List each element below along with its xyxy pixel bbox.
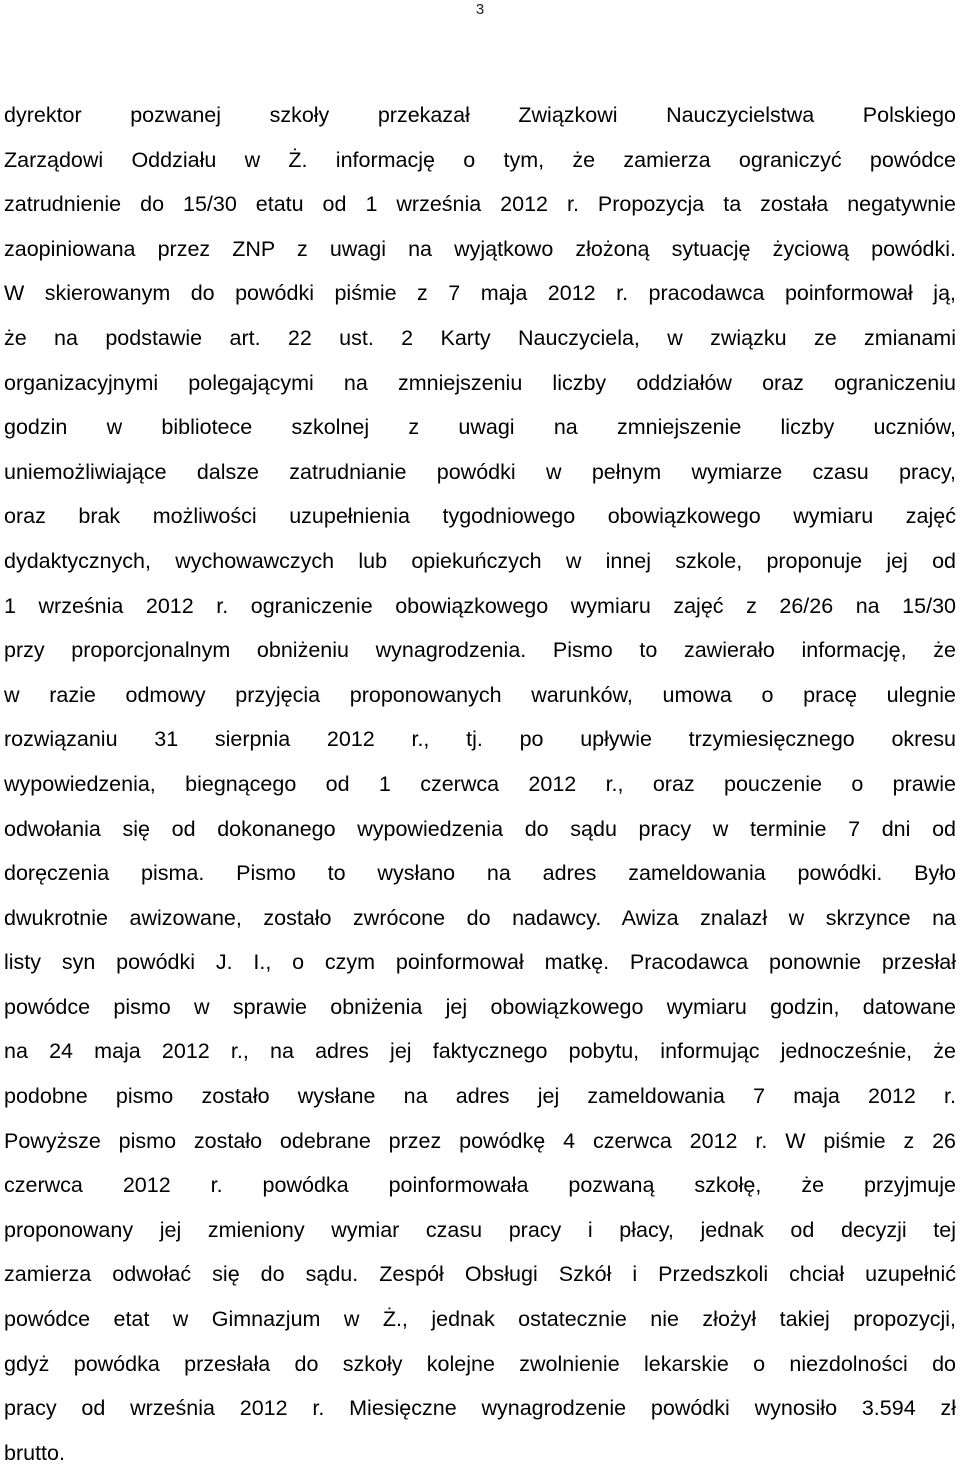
text-line: brutto. xyxy=(4,1440,65,1465)
text-line: oraz brak możliwości uzupełnienia tygodniowego obowiązkowego wymiaru zajęć xyxy=(4,504,956,529)
text-line: zaopiniowana przez ZNP z uwagi na wyjątkowo złożoną sytuację życiową powódki. xyxy=(4,236,956,261)
text-line: organizacyjnymi polegającymi na zmniejszeniu liczby oddziałów oraz ograniczeniu xyxy=(4,370,956,395)
text-line: listy syn powódki J. I., o czym poinformował matkę. Pracodawca ponownie przesłał xyxy=(4,950,956,975)
text-line: podobne pismo zostało wysłane na adres jej zameldowania 7 maja 2012 r. xyxy=(4,1084,956,1109)
text-line: 1 września 2012 r. ograniczenie obowiązkowego wymiaru zajęć z 26/26 na 15/30 xyxy=(4,593,956,618)
text-line: Powyższe pismo zostało odebrane przez powódkę 4 czerwca 2012 r. W piśmie z 26 xyxy=(4,1128,956,1153)
text-line: proponowany jej zmieniony wymiar czasu pracy i płacy, jednak od decyzji tej xyxy=(4,1217,956,1242)
text-line: doręczenia pisma. Pismo to wysłano na adres zameldowania powódki. Było xyxy=(4,861,956,886)
text-line: uniemożliwiające dalsze zatrudnianie powódki w pełnym wymiarze czasu pracy, xyxy=(4,459,956,484)
text-line: W skierowanym do powódki piśmie z 7 maja 2012 r. pracodawca poinformował ją, xyxy=(4,281,956,306)
text-line: na 24 maja 2012 r., na adres jej faktycznego pobytu, informując jednocześnie, że xyxy=(4,1039,956,1064)
text-line: przy proporcjonalnym obniżeniu wynagrodzenia. Pismo to zawierało informację, że xyxy=(4,638,956,663)
text-line: odwołania się od dokonanego wypowiedzenia do sądu pracy w terminie 7 dni od xyxy=(4,816,956,841)
text-line: wypowiedzenia, biegnącego od 1 czerwca 2012 r., oraz pouczenie o prawie xyxy=(4,771,956,796)
text-line: dyrektor pozwanej szkoły przekazał Związkowi Nauczycielstwa Polskiego xyxy=(4,103,956,127)
text-line: godzin w bibliotece szkolnej z uwagi na zmniejszenie liczby uczniów, xyxy=(4,415,956,440)
document-body xyxy=(4,93,956,1475)
text-line: rozwiązaniu 31 sierpnia 2012 r., tj. po upływie trzymiesięcznego okresu xyxy=(4,727,956,752)
text-line: że na podstawie art. 22 ust. 2 Karty Nauczyciela, w związku ze zmianami xyxy=(4,325,956,350)
text-line: Zarządowi Oddziału w Ż. informację o tym, że zamierza ograniczyć powódce xyxy=(4,147,956,172)
text-line: dydaktycznych, wychowawczych lub opiekuńczych w innej szkole, proponuje jej od xyxy=(4,548,956,573)
text-line: gdyż powódka przesłała do szkoły kolejne zwolnienie lekarskie o niezdolności do xyxy=(4,1351,956,1376)
text-line: dwukrotnie awizowane, zostało zwrócone do nadawcy. Awiza znalazł w skrzynce na xyxy=(4,905,956,930)
text-line: w razie odmowy przyjęcia proponowanych warunków, umowa o pracę ulegnie xyxy=(4,682,956,707)
text-line: zamierza odwołać się do sądu. Zespół Obsługi Szkół i Przedszkoli chciał uzupełnić xyxy=(4,1262,956,1287)
text-line: zatrudnienie do 15/30 etatu od 1 września 2012 r. Propozycja ta została negatywnie xyxy=(4,192,956,217)
text-line: powódce pismo w sprawie obniżenia jej obowiązkowego wymiaru godzin, datowane xyxy=(4,994,956,1019)
text-line: powódce etat w Gimnazjum w Ż., jednak ostatecznie nie złożył takiej propozycji, xyxy=(4,1307,956,1332)
text-line: pracy od września 2012 r. Miesięczne wynagrodzenie powódki wynosiło 3.594 zł xyxy=(4,1396,956,1421)
text-line: czerwca 2012 r. powódka poinformowała pozwaną szkołę, że przyjmuje xyxy=(4,1173,956,1198)
page-number: 3 xyxy=(475,1,485,18)
